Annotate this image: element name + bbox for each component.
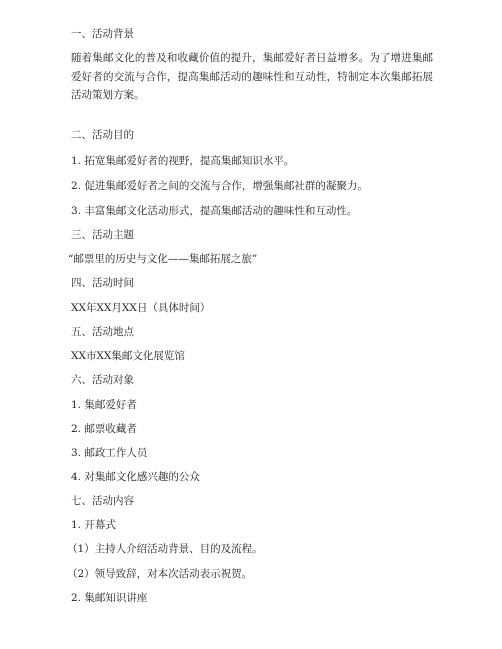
list-subitem-content-1a: （1）主持人介绍活动背景、目的及流程。 (67, 543, 263, 555)
list-item-content-1: 1. 开幕式 (71, 519, 116, 531)
heading-audience: 六、活动对象 (71, 374, 134, 386)
list-item-audience-3: 3. 邮政工作人员 (71, 447, 148, 459)
list-item-audience-1: 1. 集邮爱好者 (71, 399, 137, 411)
heading-purpose: 二、活动目的 (71, 129, 134, 141)
heading-background: 一、活动背景 (71, 28, 134, 40)
heading-location: 五、活动地点 (71, 326, 134, 338)
list-item-content-2: 2. 集邮知识讲座 (71, 592, 148, 604)
heading-time: 四、活动时间 (71, 277, 134, 289)
list-subitem-content-1b: （2）领导致辞，对本次活动表示祝贺。 (67, 568, 253, 580)
list-item-purpose-3: 3. 丰富集邮文化活动形式，提高集邮活动的趣味性和互动性。 (71, 205, 358, 217)
list-item-audience-2: 2. 邮票收藏者 (71, 423, 137, 435)
time-text: XX年XX月XX日（具体时间） (71, 302, 211, 314)
heading-content: 七、活动内容 (71, 495, 134, 507)
paragraph-background: 随着集邮文化的普及和收藏价值的提升，集邮爱好者日益增多。为了增进集邮爱好者的交流与合作，提高集邮活动的趣味性和互动性，特制定本次集邮拓展活动策划方案。 (71, 52, 433, 101)
list-item-purpose-1: 1. 拓宽集邮爱好者的视野，提高集邮知识水平。 (71, 155, 295, 167)
list-item-purpose-2: 2. 促进集邮爱好者之间的交流与合作，增强集邮社群的凝聚力。 (71, 180, 368, 192)
list-item-audience-4: 4. 对集邮文化感兴趣的公众 (71, 471, 200, 483)
theme-text: “邮票里的历史与文化——集邮拓展之旅” (68, 253, 258, 265)
heading-theme: 三、活动主题 (71, 229, 134, 241)
location-text: XX市XX集邮文化展览馆 (71, 350, 185, 362)
